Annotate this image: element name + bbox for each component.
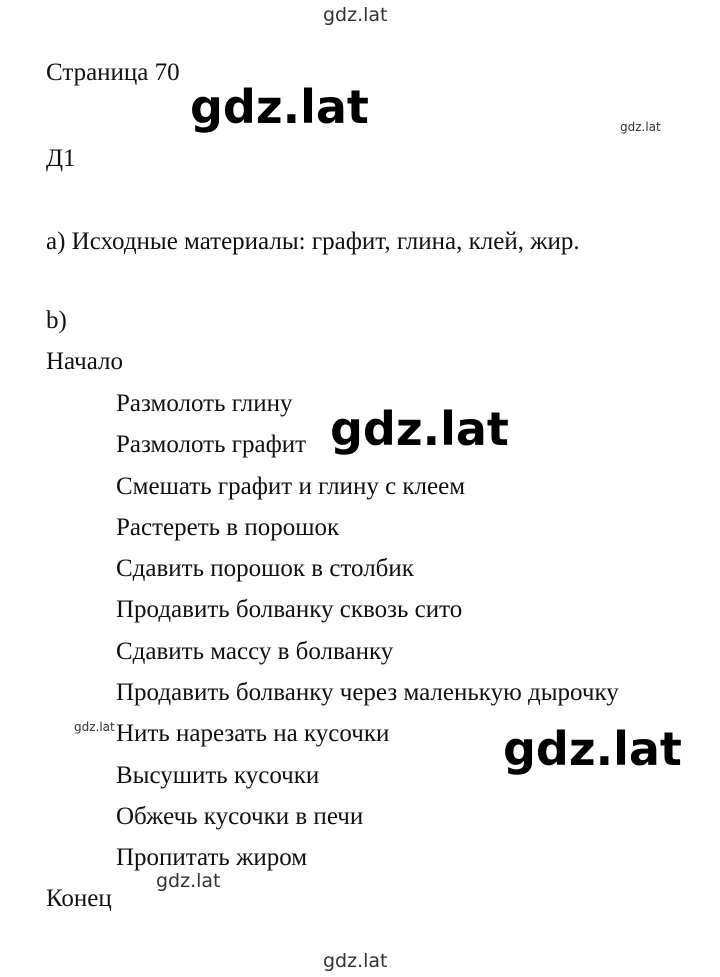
step-item: Смешать графит и глину с клеем [116,472,466,500]
watermark-big-1: gdz.lat [190,80,369,134]
watermark-small-right: gdz.lat [620,120,661,134]
algorithm-end: Конец [46,885,112,912]
algorithm-start: Начало [46,348,124,375]
watermark-small-lower: gdz.lat [156,870,221,892]
watermark-big-2: gdz.lat [330,402,509,456]
step-item: Сдавить массу в болванку [116,637,394,665]
step-item: Пропитать жиром [116,844,308,872]
watermark-tiny-left: gdz.lat [74,720,115,734]
step-item: Размолоть глину [116,390,293,417]
step-item: Высушить кусочки [116,761,320,789]
page-label: Страница 70 [46,59,180,86]
task-number: Д1 [46,145,76,172]
watermark-top: gdz.lat [323,4,388,26]
step-item: Растереть в порошок [116,513,340,541]
watermark-bottom: gdz.lat [323,950,388,972]
step-item: Продавить болванку сквозь сито [116,596,463,624]
step-item: Размолоть графит [116,431,307,459]
part-a-text: а) Исходные материалы: графит, глина, клей, жир. [46,228,580,255]
step-item: Сдавить порошок в столбик [116,555,414,583]
watermark-big-3: gdz.lat [503,722,682,776]
step-item: Нить нарезать на кусочки [116,720,390,748]
algorithm-steps [116,389,619,885]
step-item: Обжечь кусочки в печи [116,802,364,830]
part-b-label: b) [46,307,67,334]
step-item: Продавить болванку через маленькую дырочку [116,679,619,707]
